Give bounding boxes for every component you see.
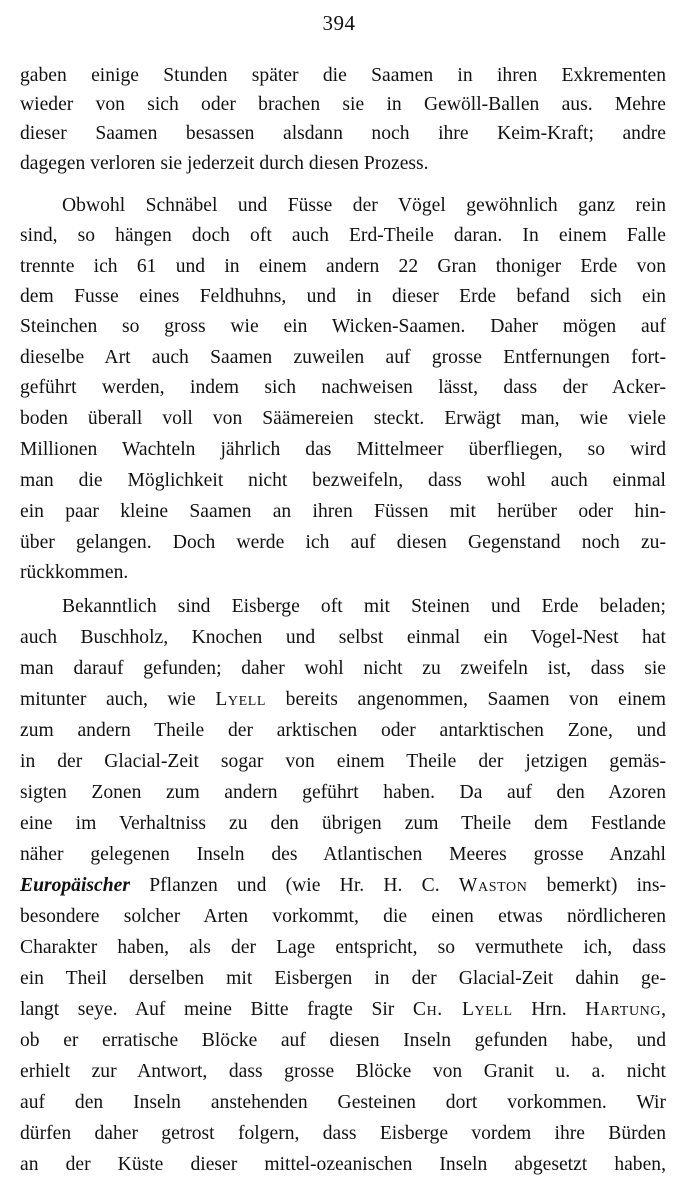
line-text: Hrn. [512, 999, 586, 1020]
text-line: ob er erratische Blöcke auf diesen Inseln gefunden habe, und [20, 1030, 666, 1051]
text-line [20, 686, 666, 714]
text-line [20, 872, 666, 900]
author-name: Lyell [215, 689, 267, 710]
text-line: dürfen daher getrost folgern, dass Eisberge vordem ihre Bürden [20, 1123, 666, 1144]
text-line: dieselbe Art auch Saamen zuweilen auf grosse Entfernungen fort- [20, 347, 666, 368]
text-line: rückkommen. [20, 562, 129, 583]
text-line: zum andern Theile der arktischen oder antarktischen Zone, und [20, 720, 666, 741]
text-line: eine im Verhaltniss zu den übrigen zum Theile dem Festlande [20, 813, 666, 834]
text-line: boden überall voll von Säämereien steckt. Erwägt man, wie viele [20, 408, 666, 429]
text-line: dieser Saamen besassen alsdann noch ihre Keim-Kraft; andre [20, 123, 666, 144]
text-line: an der Küste dieser mittel-ozeanischen Inseln abgesetzt haben, [20, 1154, 666, 1175]
paragraph-first-line: Bekanntlich sind Eisberge oft mit Steinen und Erde beladen; [62, 596, 666, 617]
text-line: ein Theil derselben mit Eisbergen in der Glacial-Zeit dahin ge- [20, 968, 666, 989]
text-line: wieder von sich oder brachen sie in Gewöll-Ballen aus. Mehre [20, 94, 666, 115]
text-line: gaben einige Stunden später die Saamen in ihren Exkrementen [20, 65, 666, 86]
text-line: besondere solcher Arten vorkommt, die einen etwas nördlicheren [20, 906, 666, 927]
text-line: dagegen verloren sie jederzeit durch diesen Prozess. [20, 153, 429, 174]
line-text: bereits angenommen, Saamen von einem [266, 689, 666, 710]
text-line [20, 996, 666, 1024]
text-line: geführt werden, indem sich nachweisen lässt, dass der Acker- [20, 377, 666, 398]
text-line: man die Möglichkeit nicht bezweifeln, dass wohl auch einmal [20, 470, 666, 491]
text-line: Steinchen so gross wie ein Wicken-Saamen. Daher mögen auf [20, 316, 666, 337]
text-line: sigten Zonen zum andern geführt haben. Da auf den Azoren [20, 782, 666, 803]
emphasis-word: Europäischer [20, 875, 130, 896]
line-text: Pflanzen und (wie Hr. H. C. [129, 875, 459, 896]
text-line: Charakter haben, als der Lage entspricht, so vermuthete ich, dass [20, 937, 666, 958]
text-line: Millionen Wachteln jährlich das Mittelmeer überfliegen, so wird [20, 439, 666, 460]
line-text: mitunter auch, wie [20, 689, 216, 710]
author-name: Hartung [585, 999, 662, 1020]
text-line: dem Fusse eines Feldhuhns, und in dieser Erde befand sich ein [20, 286, 666, 307]
text-line: in der Glacial-Zeit sogar von einem Theile der jetzigen gemäs- [20, 751, 666, 772]
author-name: Ch. Lyell [412, 999, 513, 1020]
text-line: näher gelegenen Inseln des Atlantischen Meeres grosse Anzahl [20, 844, 666, 865]
text-line: erhielt zur Antwort, dass grosse Blöcke von Granit u. a. nicht [20, 1061, 666, 1082]
author-name: Waston [458, 875, 528, 896]
line-text: bemerkt) ins- [527, 875, 666, 896]
text-line: sind, so hängen doch oft auch Erd-Theile daran. In einem Falle [20, 225, 666, 246]
text-line: ein paar kleine Saamen an ihren Füssen mit herüber oder hin- [20, 501, 666, 522]
line-text: langt seye. Auf meine Bitte fragte Sir [20, 999, 413, 1020]
page-number: 394 [322, 11, 356, 35]
line-text: , [661, 999, 666, 1020]
text-line: auf den Inseln anstehenden Gesteinen dort vorkommen. Wir [20, 1092, 666, 1113]
text-line: trennte ich 61 und in einem andern 22 Gran thoniger Erde von [20, 256, 666, 277]
text-line: man darauf gefunden; daher wohl nicht zu zweifeln ist, dass sie [20, 658, 666, 679]
text-line: über gelangen. Doch werde ich auf diesen Gegenstand noch zu- [20, 532, 666, 553]
text-line: auch Buschholz, Knochen und selbst einmal ein Vogel-Nest hat [20, 627, 666, 648]
paragraph-first-line: Obwohl Schnäbel und Füsse der Vögel gewöhnlich ganz rein [62, 195, 666, 216]
